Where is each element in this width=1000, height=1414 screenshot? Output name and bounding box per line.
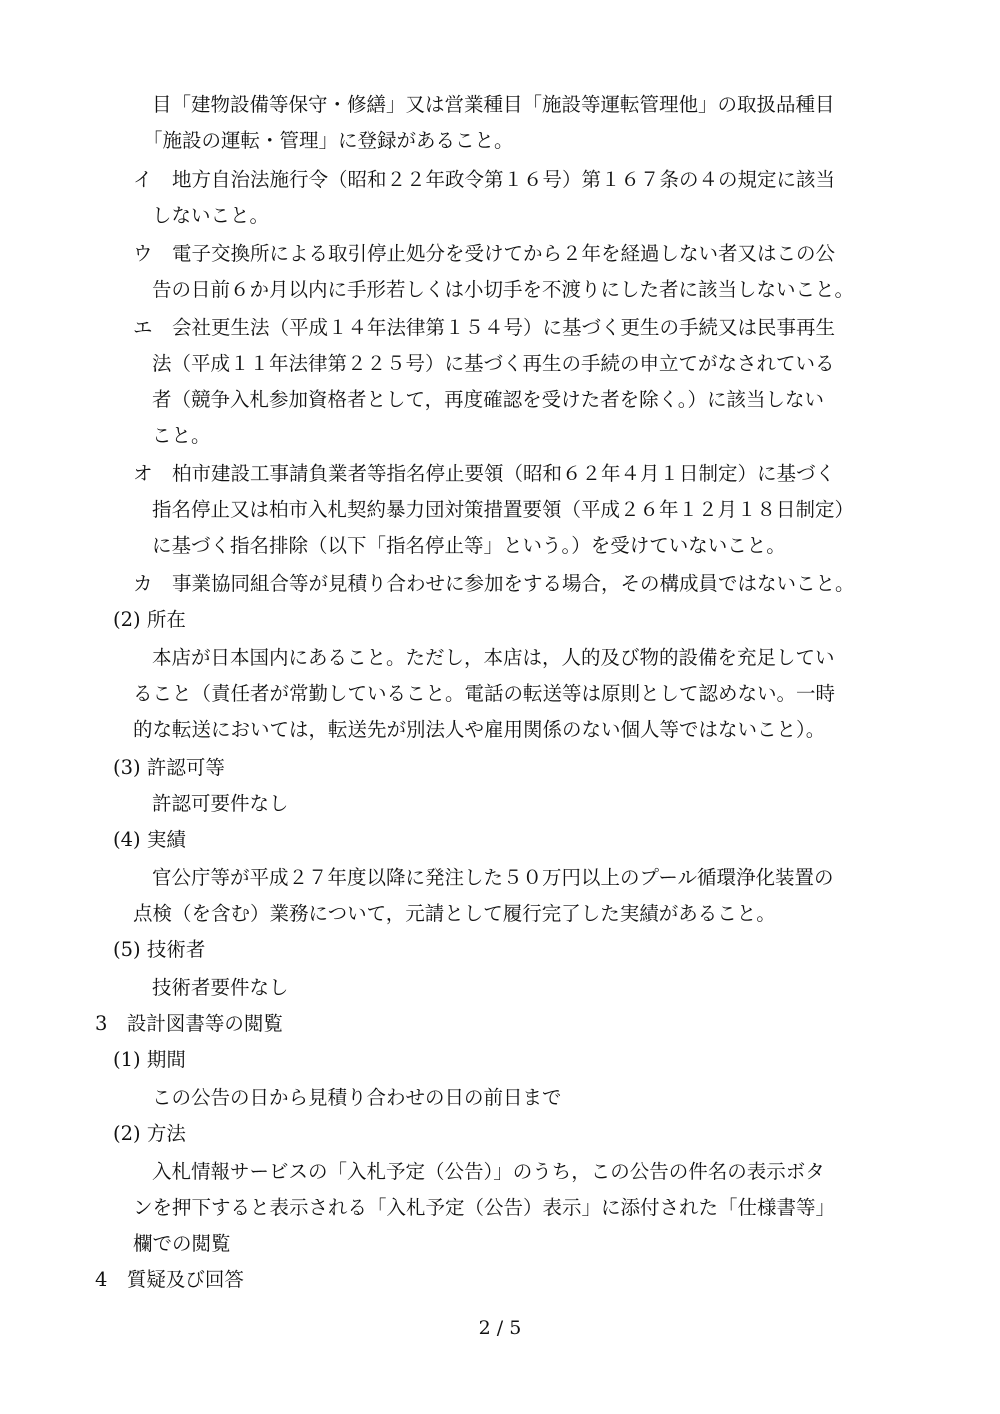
text-line: 目「建物設備等保守・修繕」又は営業種目「施設等運転管理他」の取扱品種目 [152, 93, 835, 116]
text-line: ンを押下すると表示される「入札予定（公告）表示」に添付された「仕様書等」 [133, 1196, 836, 1219]
item-i: イ 地方自治法施行令（昭和２２年政令第１６号）第１６７条の４の規定に該当 [133, 168, 836, 191]
item-e: エ 会社更生法（平成１４年法律第１５４号）に基づく更生の手続又は民事再生 [133, 316, 836, 339]
section-heading: (3) 許認可等 [113, 756, 225, 779]
text-line: 的な転送においては，転送先が別法人や雇用関係のない個人等ではないこと）。 [133, 718, 826, 741]
text-line: この公告の日から見積り合わせの日の前日まで [152, 1086, 562, 1109]
text-line: 「施設の運転・管理」に登録があること。 [143, 129, 514, 152]
text-line: 告の日前６か月以内に手形若しくは小切手を不渡りにした者に該当しないこと。 [152, 278, 855, 301]
section-heading: (2) 方法 [113, 1122, 186, 1145]
text-line: 法（平成１１年法律第２２５号）に基づく再生の手続の申立てがなされている [152, 352, 835, 375]
item-ka: カ 事業協同組合等が見積り合わせに参加をする場合，その構成員ではないこと。 [133, 572, 855, 595]
text-line: 欄での閲覧 [133, 1232, 231, 1255]
chapter-heading: 3 設計図書等の閲覧 [95, 1012, 283, 1035]
section-heading: (4) 実績 [113, 828, 186, 851]
section-heading: (2) 所在 [113, 608, 186, 631]
text-line: 許認可要件なし [152, 792, 289, 815]
text-line: 者（競争入札参加資格者として，再度確認を受けた者を除く。）に該当しない [152, 388, 824, 411]
text-line: 入札情報サービスの「入札予定（公告）」のうち，この公告の件名の表示ボタ [152, 1160, 825, 1183]
text-line: 点検（を含む）業務について，元請として履行完了した実績があること。 [133, 902, 776, 925]
section-heading: (1) 期間 [113, 1048, 186, 1071]
item-u: ウ 電子交換所による取引停止処分を受けてから２年を経過しない者又はこの公 [133, 242, 836, 265]
text-line: に基づく指名排除（以下「指名停止等」という。）を受けていないこと。 [152, 534, 786, 557]
text-line: こと。 [152, 424, 211, 447]
text-line: 官公庁等が平成２７年度以降に発注した５０万円以上のプール循環浄化装置の [152, 866, 834, 889]
text-line: 指名停止又は柏市入札契約暴力団対策措置要領（平成２６年１２月１８日制定） [152, 498, 855, 521]
section-heading: (5) 技術者 [113, 938, 206, 961]
text-line: ること（責任者が常勤していること。電話の転送等は原則として認めない。一時 [133, 682, 836, 705]
page-number: 2 / 5 [478, 1317, 522, 1339]
chapter-heading: 4 質疑及び回答 [95, 1268, 244, 1291]
item-o: オ 柏市建設工事請負業者等指名停止要領（昭和６２年４月１日制定）に基づく [133, 462, 836, 485]
text-line: 技術者要件なし [152, 976, 289, 999]
text-line: 本店が日本国内にあること。ただし，本店は，人的及び物的設備を充足してい [152, 646, 835, 669]
text-line: しないこと。 [152, 204, 270, 227]
